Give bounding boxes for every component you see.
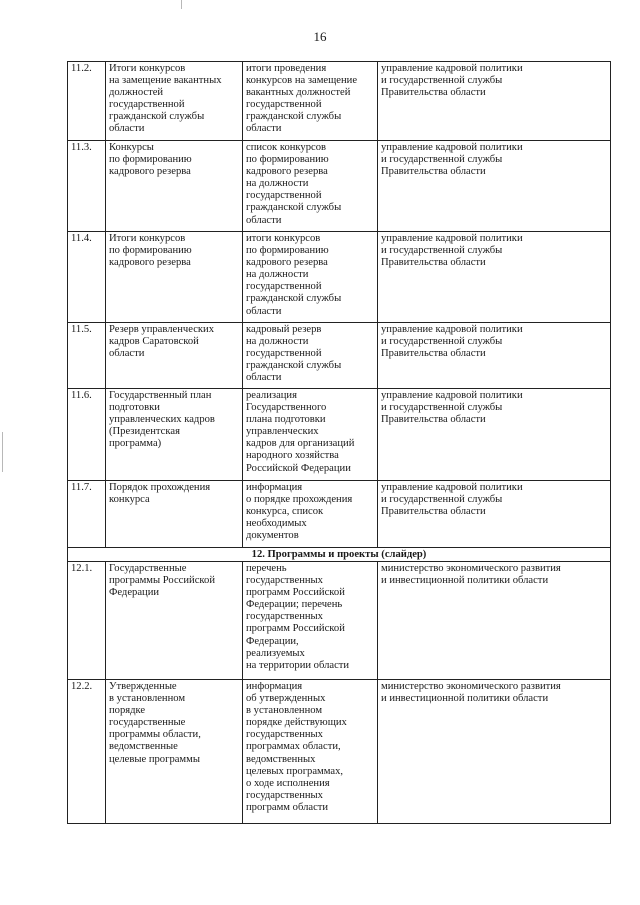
section-header-row	[68, 548, 611, 562]
row-number: 12.2.	[68, 680, 106, 824]
row-responsible: управление кадровой политики и государственной службы Правительства области	[378, 232, 611, 323]
table-row	[68, 141, 611, 232]
row-content: информация об утвержденных в установленном порядке действующих государственных программах области, ведомственных целевых программах, о ходе исполнения государственных программ области	[243, 680, 378, 824]
row-content: перечень государственных программ Российской Федерации; перечень государственных программ Российской Федерации, реализуемых на территории области	[243, 562, 378, 680]
row-content: итоги проведения конкурсов на замещение вакантных должностей государственной гражданской службы области	[243, 62, 378, 141]
row-content: реализация Государственного плана подготовки управленческих кадров для организаций народного хозяйства Российской Федерации	[243, 389, 378, 481]
row-number: 11.5.	[68, 323, 106, 389]
table-row	[68, 232, 611, 323]
row-responsible: министерство экономического развития и инвестиционной политики области	[378, 562, 611, 680]
row-content: информация о порядке прохождения конкурса, список необходимых документов	[243, 481, 378, 548]
scan-mark	[181, 0, 182, 9]
row-responsible: управление кадровой политики и государственной службы Правительства области	[378, 389, 611, 481]
table-row	[68, 323, 611, 389]
section-title: 12. Программы и проекты (слайдер)	[68, 548, 611, 562]
row-number: 12.1.	[68, 562, 106, 680]
row-title: Государственный план подготовки управленческих кадров (Президентская программа)	[106, 389, 243, 481]
scan-mark	[2, 432, 3, 472]
row-number: 11.3.	[68, 141, 106, 232]
row-title: Конкурсы по формированию кадрового резерва	[106, 141, 243, 232]
row-title: Резерв управленческих кадров Саратовской области	[106, 323, 243, 389]
row-number: 11.7.	[68, 481, 106, 548]
row-title: Итоги конкурсов по формированию кадрового резерва	[106, 232, 243, 323]
row-responsible: управление кадровой политики и государственной службы Правительства области	[378, 62, 611, 141]
table-row	[68, 481, 611, 548]
row-title: Порядок прохождения конкурса	[106, 481, 243, 548]
row-responsible: управление кадровой политики и государственной службы Правительства области	[378, 481, 611, 548]
table-row	[68, 562, 611, 680]
table-row	[68, 62, 611, 141]
row-title: Итоги конкурсов на замещение вакантных должностей государственной гражданской службы области	[106, 62, 243, 141]
row-content: список конкурсов по формированию кадрового резерва на должности государственной гражданской службы области	[243, 141, 378, 232]
row-responsible: управление кадровой политики и государственной службы Правительства области	[378, 141, 611, 232]
row-number: 11.2.	[68, 62, 106, 141]
table-row	[68, 680, 611, 824]
document-table	[67, 61, 611, 824]
row-title: Государственные программы Российской Федерации	[106, 562, 243, 680]
page-number: 16	[313, 29, 327, 44]
row-content: кадровый резерв на должности государственной гражданской службы области	[243, 323, 378, 389]
row-title: Утвержденные в установленном порядке государственные программы области, ведомственные целевые программы	[106, 680, 243, 824]
row-number: 11.6.	[68, 389, 106, 481]
row-number: 11.4.	[68, 232, 106, 323]
row-responsible: министерство экономического развития и инвестиционной политики области	[378, 680, 611, 824]
row-content: итоги конкурсов по формированию кадрового резерва на должности государственной гражданской службы области	[243, 232, 378, 323]
row-responsible: управление кадровой политики и государственной службы Правительства области	[378, 323, 611, 389]
table-row	[68, 389, 611, 481]
